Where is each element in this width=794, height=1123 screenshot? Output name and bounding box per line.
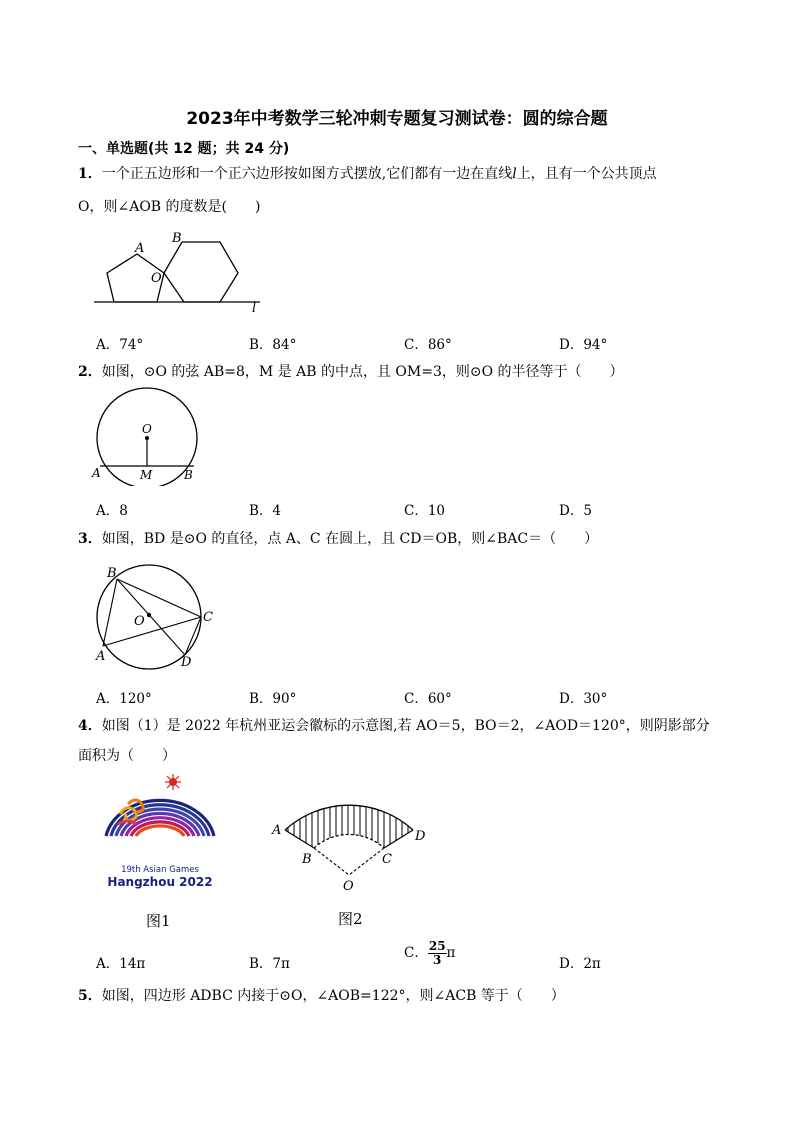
segment-cd [185, 617, 201, 655]
fraction [428, 940, 447, 967]
question-4-line2: 面积为（ ） [78, 748, 176, 764]
fraction-numerator: 25 [428, 939, 446, 953]
annular-sector-figure [268, 800, 438, 896]
option-c [404, 940, 455, 967]
option-c: C．10 [404, 503, 446, 519]
diameter-bd [117, 579, 185, 655]
option-a: A．14π [96, 956, 146, 972]
segment-ac [103, 617, 201, 646]
option-c-prefix: C． [404, 945, 428, 961]
label-A: A [272, 823, 282, 838]
question-number: 1． [78, 166, 102, 182]
label-B: B [302, 852, 312, 867]
question-number: 2． [78, 364, 102, 380]
logo-text-hangzhou: Hangzhou 2022 [107, 875, 213, 889]
label-C: C [382, 852, 392, 867]
outer-arc [285, 805, 413, 830]
label-A: A [135, 241, 145, 256]
option-b: B．84° [249, 337, 297, 353]
option-c: C．86° [404, 337, 452, 353]
page-title: 2023年中考数学三轮冲刺专题复习测试卷：圆的综合题 [186, 109, 608, 129]
question-5 [78, 985, 565, 1007]
shading-lines [288, 800, 408, 880]
fan-arcs-icon [106, 800, 214, 836]
label-C: C [203, 610, 213, 625]
label-B: B [184, 468, 193, 482]
hexagon [164, 242, 238, 302]
label-l: l [252, 301, 257, 316]
segment-bc [117, 579, 201, 617]
label-D: D [181, 655, 192, 670]
label-M: M [140, 468, 153, 482]
option-b: B．90° [249, 691, 297, 707]
label-O: O [142, 422, 152, 436]
question-text-end: 上，且有一个公共顶点 [516, 166, 657, 182]
center-dot [147, 613, 151, 617]
segment-bo [314, 848, 349, 875]
sun-icon [165, 774, 181, 790]
circle-chord-figure [88, 386, 208, 486]
option-b: B．4 [249, 503, 282, 519]
center-dot [145, 436, 149, 440]
option-a: A．8 [96, 503, 128, 519]
question-text: 如图（1）是 2022 年杭州亚运会徽标的示意图,若 AO＝5，BO＝2，∠AOD＝120°，则阴影部分 [101, 718, 710, 734]
question-1 [78, 163, 657, 185]
label-B: B [172, 231, 182, 246]
option-a: A．74° [96, 337, 144, 353]
segment-dc [384, 830, 413, 848]
question-3 [78, 528, 598, 550]
option-c-suffix: π [446, 945, 456, 961]
question-number: 3． [78, 531, 102, 547]
question-4 [78, 715, 710, 737]
option-d: D．5 [559, 503, 592, 519]
question-number: 4． [78, 718, 102, 734]
segment-co [349, 848, 384, 875]
option-d: D．94° [559, 337, 608, 353]
label-D: D [415, 829, 426, 844]
question-1-line2: O，则∠AOB 的度数是( ) [78, 199, 261, 215]
fraction-denominator: 3 [433, 953, 442, 967]
option-b: B．7π [249, 956, 290, 972]
label-O: O [151, 271, 162, 286]
label-B: B [107, 566, 117, 581]
question-text: 如图，四边形 ADBC 内接于⊙O，∠AOB=122°，则∠ACB 等于（ ） [101, 988, 565, 1004]
question-text: 如图，BD 是⊙O 的直径，点 A、C 在圆上，且 CD＝OB，则∠BAC＝（ ） [101, 531, 599, 547]
question-text: 如图，⊙O 的弦 AB=8，M 是 AB 的中点，且 OM=3，则⊙O 的半径等于（ ） [101, 364, 624, 380]
label-A: A [96, 649, 106, 664]
logo-text-games: 19th Asian Games [121, 865, 199, 875]
line-variable: l [512, 166, 517, 182]
figure-1-caption: 图1 [146, 912, 171, 930]
option-a: A．120° [96, 691, 152, 707]
option-d: D．30° [559, 691, 608, 707]
pentagon-hexagon-figure [90, 228, 270, 318]
asian-games-logo [100, 774, 220, 894]
question-number: 5． [78, 988, 102, 1004]
option-d: D．2π [559, 956, 601, 972]
label-O: O [134, 614, 145, 629]
question-2 [78, 361, 624, 383]
label-O: O [343, 879, 354, 894]
section-heading: 一、单选题(共 12 题；共 24 分) [78, 141, 290, 157]
question-text: 一个正五边形和一个正六边形按如图方式摆放,它们都有一边在直线 [101, 166, 513, 182]
figure-2-caption: 图2 [338, 910, 363, 928]
option-c: C．60° [404, 691, 452, 707]
label-A: A [92, 466, 101, 480]
circle-diameter-figure [92, 562, 222, 672]
